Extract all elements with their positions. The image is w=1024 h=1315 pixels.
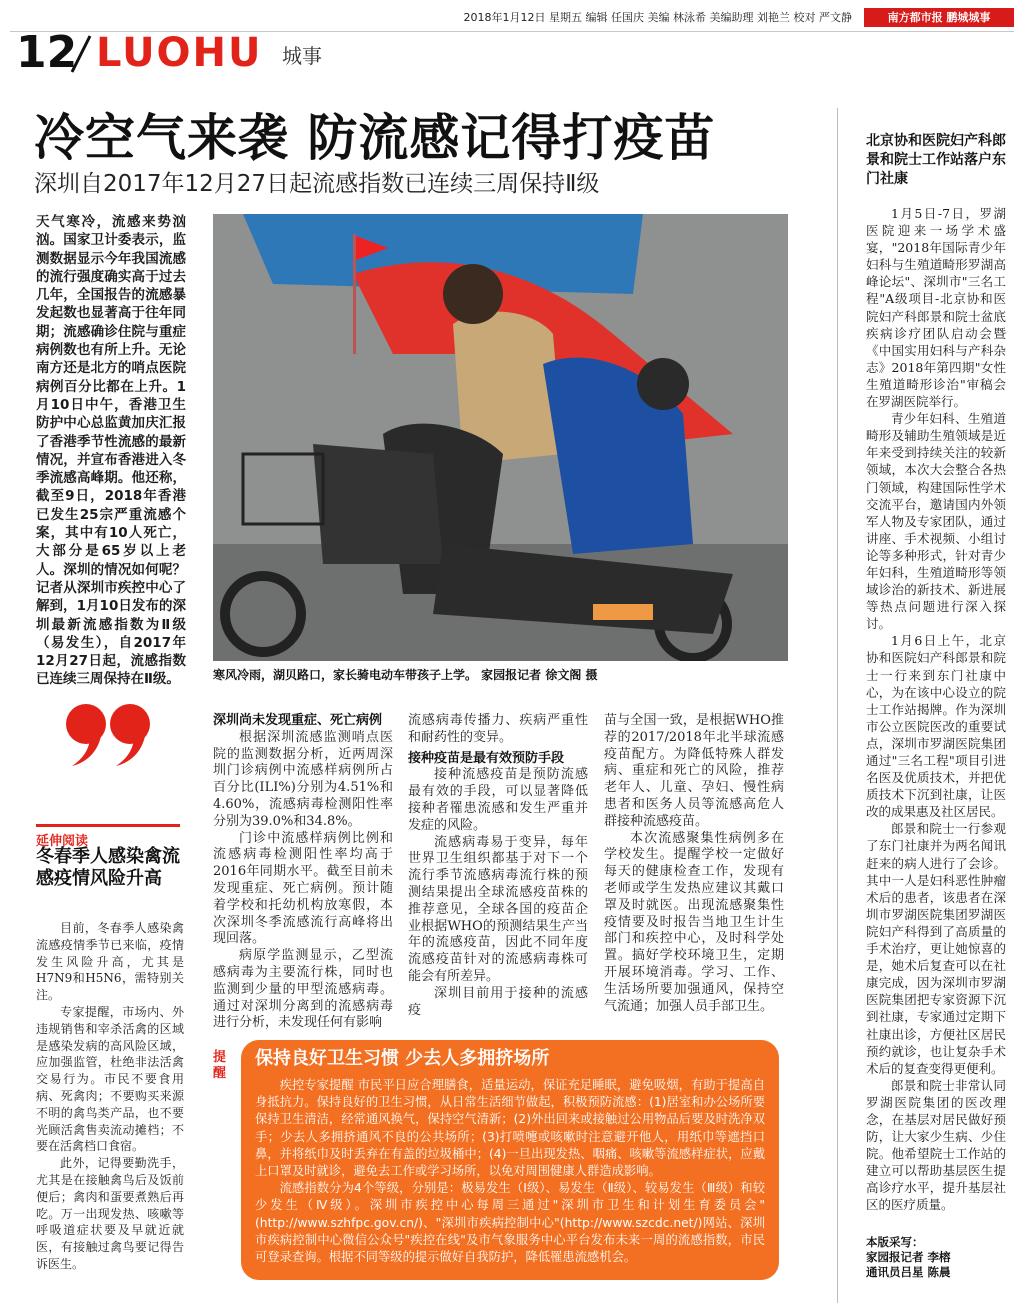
article-column-2: [408, 713, 588, 1019]
sidebar-paragraph: 1月6日上午，北京协和医院妇产科郎景和院士一行来到东门社康中心，为在该中心设立的院士工作站揭牌。作为深圳市公立医院医改的重要试点，深圳市罗湖医院集团通过"三名工程"项目引进名医及优质技术，并把优质技术下沉到社康，让医改的成果惠及社区居民。: [866, 633, 1006, 820]
extended-reading-tag: 延伸阅读: [36, 824, 180, 849]
page-number: 12: [16, 27, 78, 78]
tip-label: 提醒: [213, 1050, 227, 1081]
sidebar-body: [866, 205, 1006, 1214]
sidebar-heading: 北京协和医院妇产科郎景和院士工作站落户东门社康: [866, 133, 1006, 187]
credits-title: 本版采写：: [866, 1235, 924, 1249]
article-paragraph: 深圳目前用于接种的流感疫: [408, 985, 588, 1018]
column-divider: [837, 108, 838, 1303]
news-photo: [213, 214, 788, 661]
article-paragraph: 本次流感聚集性病例多在学校发生。提醒学校一定做好每天的健康检查工作，发现有老师或学生发热应建议其戴口罩及时就医。出现流感聚集性疫情要及时报告当地卫生计生部门和疾控中心，及时科学处置。搞好学校环境卫生，定期开展环境消毒。学习、工作、生活场所要加强通风，保持空气流通；加强人员手部卫生。: [604, 830, 784, 1014]
tip-box: [241, 1040, 779, 1280]
credits-line: 通讯员吕星 陈晨: [866, 1265, 951, 1279]
sidebar-paragraph: 郎景和院士一行参观了东门社康并为两名闻讯赶来的病人进行了会诊。其中一人是妇科恶性肿瘤术后的患者，该患者在深圳市罗湖医院集团罗湖医院妇产科得到了高质量的手术治疗，更让她惊喜的是，她术后复查可以在社康完成，因为深圳市罗湖医院集团把专家资源下沉到社康，专家通过定期下社康出诊，方便社区居民预约就诊，也让复杂手术术后的复查变得更便利。: [866, 821, 1006, 1076]
article-column-3: [604, 713, 784, 1015]
article-paragraph: 病原学监测显示，乙型流感病毒为主要流行株，同时也监测到少量的甲型流感病毒。通过对深圳分离到的流感病毒进行分析，未发现任何有影响: [213, 948, 393, 1031]
quote-mark-icon: [64, 700, 154, 770]
section-subtitle: 城事: [282, 44, 322, 68]
credits-line: 家园报记者 李榕: [866, 1250, 951, 1264]
extended-paragraph: 此外，记得要勤洗手，尤其是在接触禽鸟后及饭前便后；禽肉和蛋要煮熟后再吃。万一出现发热、咳嗽等呼吸道症状要及早就近就医，有接触过禽鸟要记得告诉医生。: [36, 1156, 184, 1271]
tip-heading: 保持良好卫生习惯 少去人多拥挤场所: [255, 1048, 550, 1069]
article-paragraph: 接种流感疫苗是预防流感最有效的手段，可以显著降低接种者罹患流感和发生严重并发症的风险。: [408, 767, 588, 833]
top-bar: [10, 6, 1014, 32]
tip-paragraph: 疾控专家提醒 市民平日应合理膳食，适量运动，保证充足睡眠，避免吸烟，有助于提高自身抵抗力。保持良好的卫生习惯，从日常生活细节做起，积极预防流感：(1)居室和办公场所要保持卫生清洁，经常通风换气，保持空气清新；(2)外出回来或接触过公用物品后要及时洗净双手；少去人多拥挤通风不良的公共场所；(3)打喷嚏或咳嗽时注意避开他人，用纸巾等遮挡口鼻，并将纸巾及时丢弃在有盖的垃圾桶中；(4)一旦出现发热、咽痛、咳嗽等流感样症状，应戴上口罩及时就诊，避免去工作或学习场所，以免对周围健康人群造成影响。: [255, 1078, 765, 1179]
section-heading: 接种疫苗是最有效预防手段: [408, 750, 565, 766]
article-paragraph: 流感病毒传播力、疾病严重性和耐药性的变异。: [408, 713, 588, 745]
article-column-1: [213, 713, 393, 1032]
subheadline: 深圳自2017年12月27日起流感指数已连续三周保持Ⅱ级: [34, 171, 600, 197]
extended-title: 冬春季人感染禽流感疫情风险升高: [36, 846, 180, 889]
extended-paragraph: 目前，冬春季人感染禽流感疫情季节已来临，疫情发生风险升高，尤其是H7N9和H5N6，需特别关注。: [36, 921, 184, 1003]
article-paragraph: 流感病毒易于变异，每年世界卫生组织都基于对下一个流行季节流感病毒流行株的预测结果提出全球流感疫苗株的推荐意见，全球各国的疫苗企业根据WHO的预测结果生产当年的流感疫苗，因此不同年度流感疫苗针对的流感病毒株可能会有所差异。: [408, 834, 588, 984]
headline: 冷空气来袭 防流感记得打疫苗: [34, 109, 716, 167]
section-heading: 深圳尚未发现重症、死亡病例: [213, 713, 383, 728]
slash-icon: [66, 32, 94, 76]
issue-meta: 2018年1月12日 星期五 编辑 任国庆 美编 林泳希 美编助理 刘艳兰 校对 严文静: [463, 11, 852, 24]
article-paragraph: 苗与全国一致，是根据WHO推荐的2017/2018年北半球流感疫苗配方。为降低特殊人群发病、重症和死亡的风险，推荐老年人、儿童、孕妇、慢性病患者和医务人员等流感高危人群接种流感疫苗。: [604, 713, 784, 829]
section-name: LUOHU: [96, 30, 263, 76]
sidebar-paragraph: 1月5日-7日，罗湖医院迎来一场学术盛宴，"2018年国际青少年妇科与生殖道畸形罗湖高峰论坛"、深圳市"三名工程"A级项目-北京协和医院妇产科郎景和院士盆底疾病诊疗团队启动会暨《中国实用妇科与产科杂志》2018年第四期"女性生殖道畸形诊治"审稿会在罗湖医院举行。: [866, 206, 1006, 410]
extended-body: [36, 920, 184, 1273]
newspaper-brand: 南方都市报 鹏城城事: [864, 8, 1014, 27]
sidebar-paragraph: 郎景和院士非常认同罗湖医院集团的医改理念，在基层对居民做好预防，让大家少生病、少住院。他希望院士工作站的建立可以帮助基层医生提高诊疗水平，提升基层社区的医疗质量。: [866, 1077, 1006, 1213]
photo-caption: 寒风冷雨，湖贝路口，家长骑电动车带孩子上学。 家园报记者 徐文阁 摄: [213, 668, 598, 682]
extended-paragraph: 专家提醒，市场内、外违规销售和宰杀活禽的区域是感染发病的高风险区域，应加强监管，杜绝非法活禽交易行为。市民不要食用病、死禽肉；不要购买来源不明的禽鸟类产品，也不要光顾活禽售卖流动摊档；不要在活禽档口食宿。: [36, 1004, 184, 1154]
article-paragraph: 根据深圳流感监测哨点医院的监测数据分析，近两周深圳门诊病例中流感样病例所占百分比(ILI%)分别为4.51%和4.60%，流感病毒检测阳性率分别为39.0%和34.8%。: [213, 729, 393, 829]
credits: [866, 1235, 1006, 1280]
article-paragraph: 门诊中流感样病例比例和流感病毒检测阳性率均高于2016年同期水平。截至目前未发现重症、死亡病例。预计随着学校和托幼机构放寒假，本次深圳冬季流感流行高峰将出现回落。: [213, 830, 393, 947]
tip-paragraph: 流感指数分为4个等级，分别是：极易发生（Ⅰ级）、易发生（Ⅱ级）、较易发生（Ⅲ级）和较少发生（Ⅳ级）。深圳市疾控中心每周三通过"深圳市卫生和计划生育委员会"(http://www.szhfpc.gov.cn/)、"深圳市疾病控制中心"(http://www.szcdc.net/)网站、深圳市疾病控制中心微信公众号"疾控在线"及市气象服务中心平台发布未来一周的流感指数，市民可登录查询。根据不同等级的提示做好自我防护，降低罹患流感机会。: [255, 1181, 765, 1265]
lead-paragraph: 天气寒冷，流感来势汹汹。国家卫计委表示，监测数据显示今年我国流感的流行强度确实高于过去几年，全国报告的流感暴发起数也显著高于往年同期；流感确诊住院与重症病例数也有所上升。无论南方还是北方的哨点医院病例百分比都在上升。1月10日中午，香港卫生防护中心总监黄加庆汇报了香港季节性流感的最新情况，并宣布香港进入冬季流感高峰期。他还称，截至9日，2018年香港已发生25宗严重流感个案，其中有10人死亡，大部分是65岁以上老人。深圳的情况如何呢？记者从深圳市疾控中心了解到，1月10日发布的深圳最新流感指数为Ⅱ级（易发生），自2017年12月27日起，流感指数已连续三周保持在Ⅱ级。: [36, 214, 186, 688]
tip-body: [255, 1077, 765, 1266]
sidebar-paragraph: 青少年妇科、生殖道畸形及辅助生殖领域是近年来受到持续关注的较新领域，本次大会整合各热门领域，构建国际性学术交流平台，邀请国内外领军人物及专家团队，通过讲座、手术视频、小组讨论等多种形式，针对青少年妇科，生殖道畸形等领域诊治的新技术、新进展等热点问题进行深入探讨。: [866, 411, 1006, 632]
